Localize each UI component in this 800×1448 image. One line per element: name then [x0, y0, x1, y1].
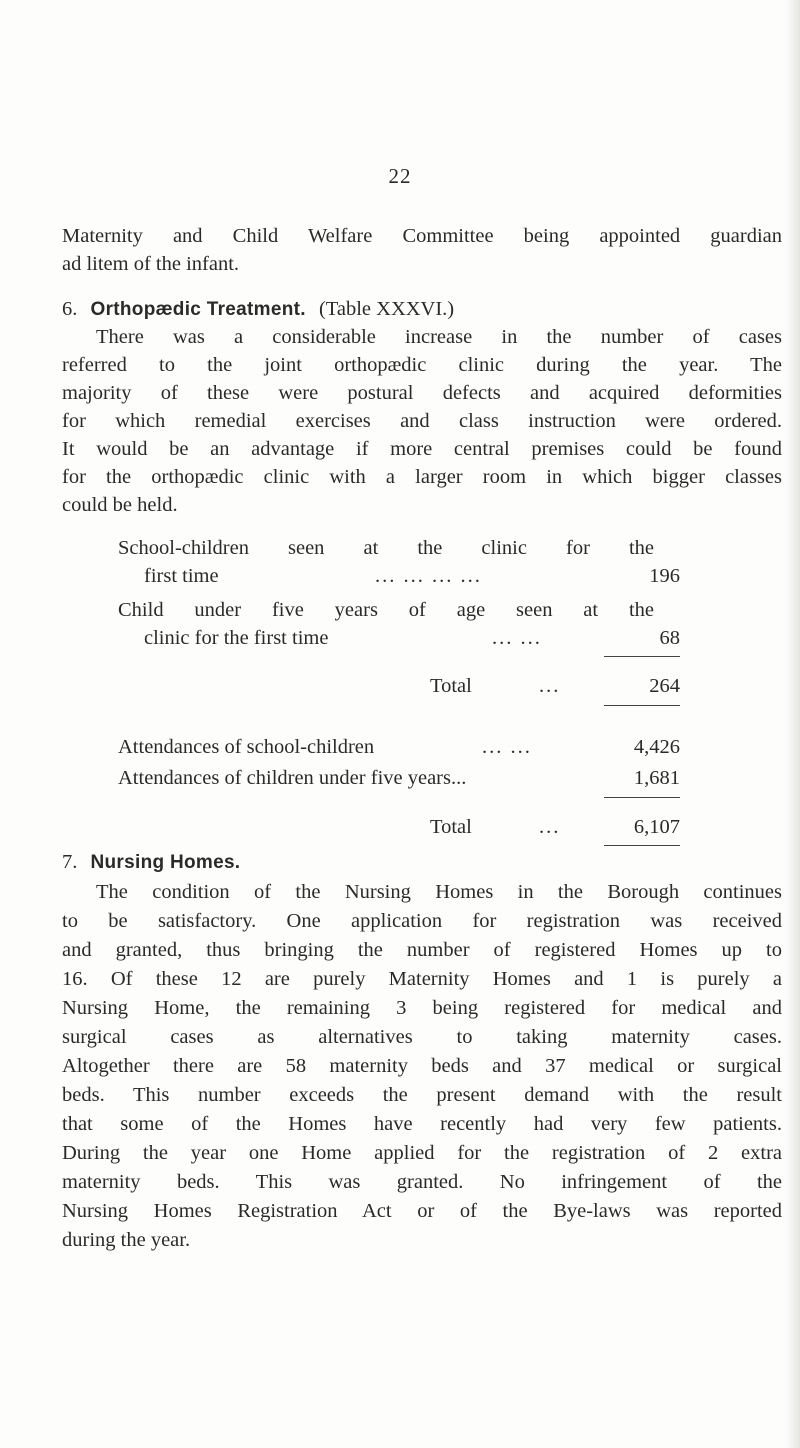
s7-paragraph-line: Nursing Home, the remaining 3 being registered for medical and: [62, 997, 782, 1019]
s6-paragraph-line: referred to the joint orthopædic clinic during the year. The: [62, 354, 782, 376]
s7-paragraph-line: 16. Of these 12 are purely Maternity Homes and 1 is purely a: [62, 968, 782, 990]
table2-total-value: 6,107: [633, 816, 680, 838]
table2-row1-label: Attendances of school-children: [118, 736, 375, 758]
intro-line-2: ad litem of the infant.: [62, 253, 240, 275]
section-6-heading: Orthopædic Treatment.: [90, 299, 306, 320]
s6-paragraph-line: for which remedial exercises and class instruction were ordered.: [62, 410, 782, 432]
table2-row2-value: 1,681: [633, 767, 680, 789]
intro-line-1: Maternity and Child Welfare Committee being appointed guardian: [62, 225, 782, 247]
table1-row2-value: 68: [659, 627, 680, 649]
s6-paragraph-line: It would be an advantage if more central premises could be found: [62, 438, 782, 460]
s7-paragraph-line: The condition of the Nursing Homes in the Borough continues: [96, 881, 782, 903]
s7-paragraph-line: Nursing Homes Registration Act or of the Bye-laws was reported: [62, 1200, 782, 1222]
table1-row2-line2: clinic for the first time: [144, 627, 329, 649]
table1-row1-dots: ... ... ... ...: [375, 565, 482, 587]
s7-paragraph-line: beds. This number exceeds the present demand with the result: [62, 1084, 782, 1106]
table2-total-dots: ...: [539, 816, 561, 838]
s7-paragraph-line: maternity beds. This was granted. No infringement of the: [62, 1171, 782, 1193]
table2-row2-label: Attendances of children under five years...: [118, 767, 467, 789]
s7-paragraph-line: to be satisfactory. One application for registration was received: [62, 910, 782, 932]
section-6-table-ref: (Table XXXVI.): [318, 298, 455, 320]
section-7-heading: Nursing Homes.: [90, 852, 241, 873]
table1-row1-line2: first time: [144, 565, 219, 587]
table1-total-label: Total: [430, 675, 472, 697]
section-7-heading-line: [62, 848, 240, 877]
page-edge-shadow: [786, 0, 800, 1448]
s6-paragraph-line: There was a considerable increase in the number of cases: [96, 326, 782, 348]
s7-paragraph-line: and granted, thus bringing the number of registered Homes up to: [62, 939, 782, 961]
s6-paragraph-line: for the orthopædic clinic with a larger room in which bigger classes: [62, 466, 782, 488]
table2-total-rule: [604, 845, 680, 846]
table1-row1-line1: School-children seen at the clinic for the: [118, 537, 654, 559]
table2-sum-rule: [604, 797, 680, 798]
s7-paragraph-line: During the year one Home applied for the registration of 2 extra: [62, 1142, 782, 1164]
section-6-number: 6.: [62, 298, 78, 320]
section-6-heading-line: [62, 295, 454, 324]
table1-total-dots: ...: [539, 675, 561, 697]
table1-row2-dots: ... ...: [492, 627, 542, 649]
s6-paragraph-line: majority of these were postural defects and acquired deformities: [62, 382, 782, 404]
table1-row2-line1: Child under five years of age seen at the: [118, 599, 654, 621]
table1-total-rule: [604, 705, 680, 706]
page-number: 22: [388, 164, 412, 188]
table2-row1-dots: ... ...: [482, 736, 532, 758]
s7-paragraph-line: that some of the Homes have recently had very few patients.: [62, 1113, 782, 1135]
table2-total-label: Total: [430, 816, 472, 838]
s6-paragraph-line: could be held.: [62, 494, 178, 516]
table1-row1-value: 196: [649, 565, 680, 587]
s7-paragraph-line: surgical cases as alternatives to taking maternity cases.: [62, 1026, 782, 1048]
table2-row1-value: 4,426: [633, 736, 680, 758]
table1-total-value: 264: [649, 675, 680, 697]
s7-paragraph-line: during the year.: [62, 1229, 191, 1251]
section-7-number: 7.: [62, 851, 78, 873]
s7-paragraph-line: Altogether there are 58 maternity beds and 37 medical or surgical: [62, 1055, 782, 1077]
table1-sum-rule: [604, 656, 680, 657]
